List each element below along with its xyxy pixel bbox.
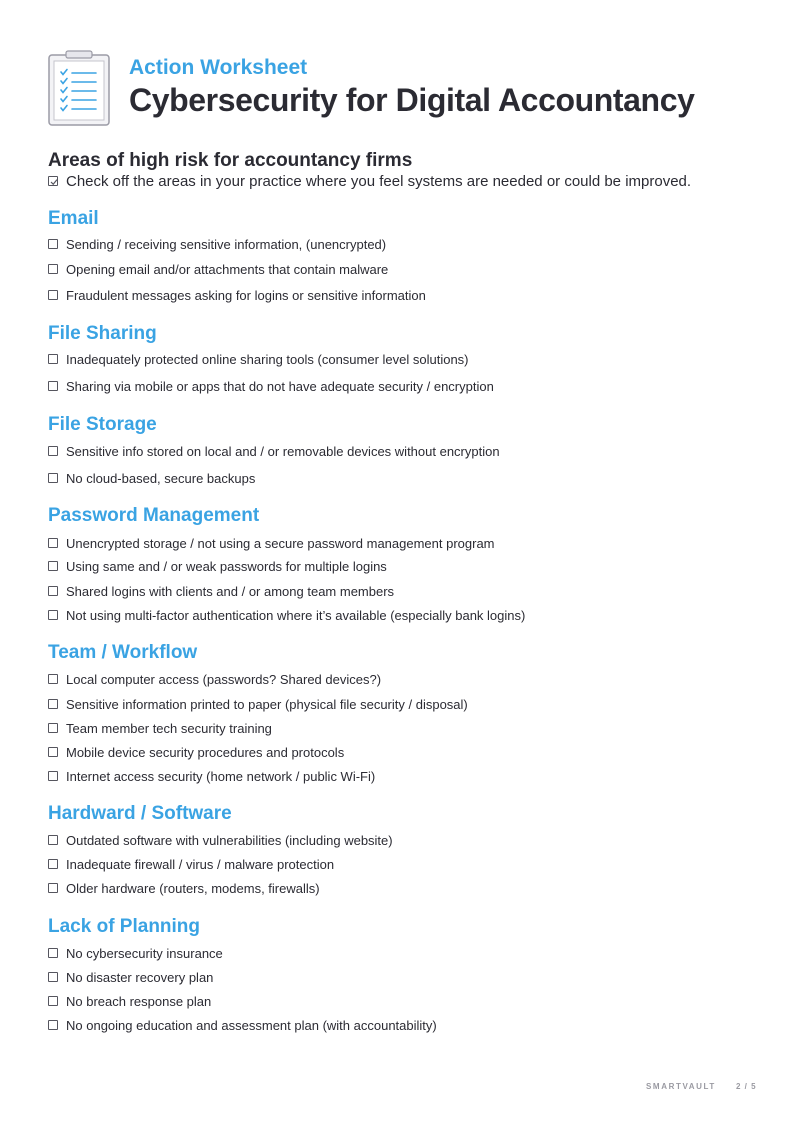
checklist-item-label: No ongoing education and assessment plan (with accountability) [66,1018,437,1033]
checked-checkbox-icon [48,176,58,186]
checkbox[interactable] [48,996,58,1006]
checklist-item[interactable] [48,471,255,487]
checkbox[interactable] [48,883,58,893]
checklist-item-label: Team member tech security training [66,721,272,736]
checklist-item[interactable] [48,1018,437,1034]
checklist-item[interactable] [48,262,388,278]
checkbox[interactable] [48,381,58,391]
intro-heading: Areas of high risk for accountancy firms [48,150,413,171]
checklist-item-label: Sharing via mobile or apps that do not have adequate security / encryption [66,379,494,394]
checkbox[interactable] [48,586,58,596]
page-number: 2 / 5 [736,1082,757,1091]
checklist-item-label: Internet access security (home network / public Wi-Fi) [66,769,376,784]
section-heading: Team / Workflow [48,642,198,663]
checkbox[interactable] [48,972,58,982]
checklist-item[interactable] [48,237,386,253]
checklist-item[interactable] [48,946,223,962]
checklist-item[interactable] [48,379,494,395]
instruction-line [48,173,691,190]
checkbox[interactable] [48,859,58,869]
section-heading: Lack of Planning [48,916,201,937]
checklist-item-label: Using same and / or weak passwords for multiple logins [66,559,387,574]
section-heading: Email [48,208,99,229]
checkbox[interactable] [48,538,58,548]
checklist-item[interactable] [48,608,525,624]
checkbox[interactable] [48,674,58,684]
section-heading: File Storage [48,414,157,435]
checklist-item-label: Sensitive information printed to paper (physical file security / disposal) [66,697,468,712]
section-heading: File Sharing [48,323,157,344]
checklist-item[interactable] [48,769,375,785]
checklist-item-label: Inadequate firewall / virus / malware protection [66,857,335,872]
checklist-item[interactable] [48,745,344,761]
checklist-item[interactable] [48,559,387,575]
checklist-item-label: Unencrypted storage / not using a secure password management program [66,536,495,551]
checklist-item-label: No breach response plan [66,994,212,1009]
checkbox[interactable] [48,610,58,620]
instruction-text: Check off the areas in your practice where you feel systems are needed or could be improved. [66,173,692,190]
checkbox[interactable] [48,723,58,733]
checklist-item-label: Older hardware (routers, modems, firewalls) [66,881,320,896]
checklist-item[interactable] [48,352,469,368]
checkbox[interactable] [48,948,58,958]
checklist-item[interactable] [48,672,381,688]
checklist-item[interactable] [48,994,211,1010]
checkbox[interactable] [48,1020,58,1030]
checklist-item[interactable] [48,833,393,849]
checklist-item[interactable] [48,881,320,897]
checklist-item-label: Mobile device security procedures and protocols [66,745,345,760]
checkbox[interactable] [48,290,58,300]
section-heading: Hardward / Software [48,803,232,824]
checkbox[interactable] [48,771,58,781]
checkbox[interactable] [48,239,58,249]
checklist-item-label: Shared logins with clients and / or among team members [66,584,395,599]
checklist-item-label: Sensitive info stored on local and / or removable devices without encryption [66,444,500,459]
footer-brand: SMARTVAULT [646,1082,716,1091]
page-title: Cybersecurity for Digital Accountancy [129,82,695,118]
checklist-item-label: Not using multi-factor authentication where it’s available (especially bank logins) [66,608,526,623]
checklist-item[interactable] [48,857,334,873]
checkbox[interactable] [48,354,58,364]
checklist-item[interactable] [48,444,500,460]
checklist-item[interactable] [48,536,495,552]
worksheet-header [48,48,752,128]
checklist-item-label: Inadequately protected online sharing tools (consumer level solutions) [66,352,469,367]
checklist-item[interactable] [48,697,468,713]
checklist-item-label: Local computer access (passwords? Shared devices?) [66,672,382,687]
checklist-item-label: No disaster recovery plan [66,970,214,985]
section-heading: Password Management [48,505,260,526]
checkbox[interactable] [48,446,58,456]
checklist-item-label: Outdated software with vulnerabilities (including website) [66,833,393,848]
checklist-item[interactable] [48,584,394,600]
checklist-item[interactable] [48,721,272,737]
checklist-item[interactable] [48,970,213,986]
checkbox[interactable] [48,699,58,709]
worksheet-subtitle: Action Worksheet [129,56,308,79]
checkbox[interactable] [48,747,58,757]
clipboard-checklist-icon [48,50,110,126]
checklist-item-label: No cybersecurity insurance [66,946,223,961]
checklist-item-label: Fraudulent messages asking for logins or sensitive information [66,288,426,303]
checklist-item[interactable] [48,288,426,304]
checkbox[interactable] [48,473,58,483]
checklist-item-label: No cloud-based, secure backups [66,471,256,486]
checklist-item-label: Opening email and/or attachments that contain malware [66,262,389,277]
checklist-item-label: Sending / receiving sensitive information, (unencrypted) [66,237,387,252]
checkbox[interactable] [48,561,58,571]
checkbox[interactable] [48,264,58,274]
checkbox[interactable] [48,835,58,845]
